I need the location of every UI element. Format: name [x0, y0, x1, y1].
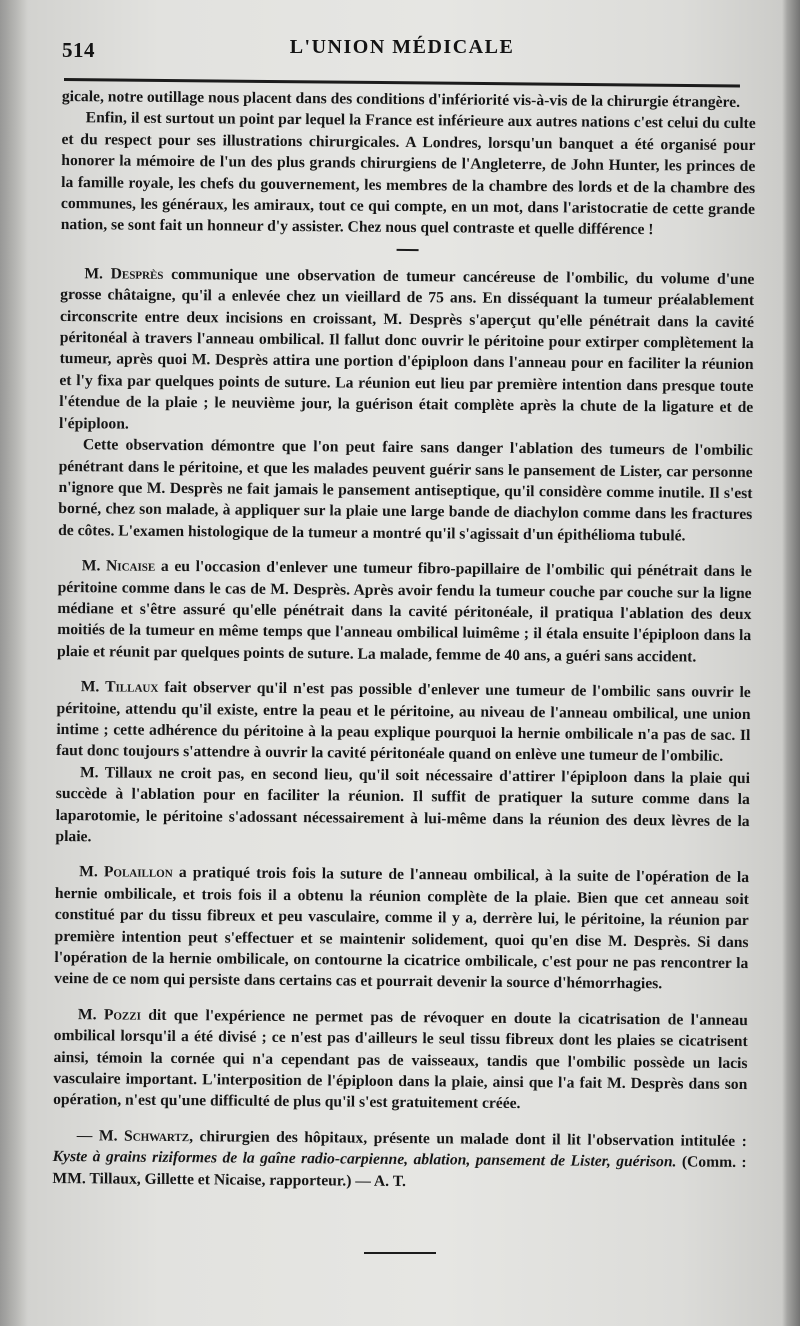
speaker-name: Schwartz [123, 1127, 190, 1146]
speaker-name: M. Nicaise [81, 557, 156, 575]
paragraph-polaillon [54, 861, 749, 995]
page-gutter-shadow [0, 0, 28, 1326]
paragraph-schwartz: — M. Schwartz, chirurgien des hôpitaux, présente un malade dont il lit l'observation intitulée : Kyste à grains riziformes de la gaîne radio-carpienne, ablation, pansement de Lister, guérison. (Comm. : MM. Tillaux, Gillette et Nicaise, rapporteur.) — A. T. [52, 1127, 747, 1190]
paragraph-tillaux-second: M. Tillaux ne croit pas, en second lieu, qu'il soit nécessaire d'attirer l'épiploon dans la plaie qui succède à l'ablation pour en faciliter la réunion. Il suffit de pratiquer la suture comme dans la laparotomie, le péritoine s'adossant nécessairement à lui-même dans la réunion des deux lèvres de la plaie. [55, 763, 751, 846]
paragraph-text: a pratiqué trois fois la suture de l'anneau ombilical, à la suite de l'opération de la hernie ombilicale, et trois fois il a obtenu la réunion complète de la plaie. Bien que cet anneau soit constitué par du tissu fibreux et peu vasculaire, comme il y a, derrère lui, le péritoine, la réunion par première intention peut s'effectuer et se maintenir solidement, quoi qu'en dise M. Desprès. Si dans l'opération de la hernie ombilicale, on contourne la cicatrice ombilicale, c'est pour ne pas rencontrer la veine de ce nom qui persiste dans certains cas et pourrait devenir la source d'hémorrhagies. [54, 864, 750, 993]
paragraph-text: communique une observation de tumeur cancéreuse de l'ombilic, du volume d'une grosse châtaigne, qu'il a enlevée chez un vieillard de 75 ans. En disséquant la tumeur préalablement circonscrite entre deux incisions en croissant, M. Desprès s'aperçut qu'elle pénétrait dans la cavité péritonéal à travers l'anneau ombilical. Il fallut donc ouvrir le péritoine pour extirper complètement la tumeur, après quoi M. Desprès attira une portion d'épiploon dans l'anneau pour en faciliter la réunion et l'y fixa par quelques points de suture. La réunion eut lieu par première intention dans presque toute l'étendue de la plaie ; le neuvième jour, la guérison était complète après la chute de la ligature et de l'épiploon. [58, 265, 755, 433]
paragraph-tillaux [56, 676, 751, 768]
speaker-name: M. Tillaux [80, 678, 159, 697]
end-rule [364, 1252, 436, 1254]
running-title: L'UNION MÉDICALE [289, 36, 515, 58]
article-body [52, 86, 756, 1195]
speaker-name: M. Pozzi [77, 1006, 142, 1024]
page-edge-shadow [782, 0, 800, 1326]
page-number: 514 [62, 38, 95, 62]
paragraph-france-culte: Enfin, il est surtout un point par lequel la France est inférieure aux autres nations c'est celui du culte et du respect pour ses illustrations chirurgicales. A Londres, lorsqu'un banquet a été organisé pour honorer la mémoire de l'un des plus grands chirurgiens de l'Angleterre, de John Hunter, les princes de la famille royale, les chefs du gouvernement, les membres de la chambre des lords et de la chambre des communes, les généraux, les amiraux, tout ce qui compte, en un mot, dans l'aristocratie de cette grande nation, se sont fait un honneur d'y assister. Chez nous quel contraste et quelle différence ! [60, 109, 756, 239]
section-separator [397, 249, 419, 251]
paragraph-text: a eu l'occasion d'enlever une tumeur fibro-papillaire de l'ombilic qui pénétrait dans le péritoine comme dans le cas de M. Desprès. Après avoir fendu la tumeur couche par couche sur la ligne médiane et s'être assuré qu'elle pénétrait dans la cavité péritonéale, il pratiqua l'ablation des deux moitiés de la tumeur en même temps que l'anneau ombilical luimême ; il étala ensuite l'épiploon dans la plaie et réunit par quelques points de suture. La malade, femme de 40 ans, a guéri sans accident. [56, 557, 752, 666]
paragraph-text: fait observer qu'il n'est pas possible d'enlever une tumeur de l'ombilic sans ouvrir le péritoine, attendu qu'il existe, entre la peau et le péritoine, au niveau de l'anneau ombilical, une union intime ; cette adhérence du péritoine à la peau explique pourquoi la hernie ombilicale n'a pas de sac. Il faut donc toujours s'attendre à ouvrir la cavité péritonéale quand on enlève une tumeur de l'ombilic. [56, 679, 751, 766]
paragraph-text: dit que l'expérience ne permet pas de révoquer en doute la cicatrisation de l'anneau ombilical lorsqu'il a été divisé ; ce n'est pas d'ailleurs le seul tissu fibreux dont les plaies se cicatrisent ainsi, témoin la cornée qui n'a cependant pas de vaisseaux, tandis que l'ombilic possède un lacis vasculaire important. L'interposition de l'épiploon dans la plaie, ainsi que l'a fait M. Desprès dans son opération, n'est qu'une difficulté de plus qu'il s'est gratuitement créée. [53, 1006, 748, 1113]
page-header [62, 36, 742, 66]
paragraph-pozzi [53, 1004, 748, 1117]
speaker-name: M. Desprès [84, 265, 164, 283]
observation-title: Kyste à grains riziformes de la gaîne radio-carpienne, ablation, pansement de Lister, guérison. [52, 1148, 677, 1171]
speaker-name: M. Polaillon [79, 863, 173, 882]
paragraph-despres [59, 263, 754, 440]
paragraph-continuation: gicale, notre outillage nous placent dans des conditions d'infériorité vis-à-vis de la chirurgie étrangère. [61, 87, 741, 111]
paragraph-observation: Cette observation démontre que l'on peut faire sans danger l'ablation des tumeurs de l'ombilic pénétrant dans le péritoine, et que les malades peuvent guérir sans le pansement de Lister, car personne n'ignore que M. Desprès ne fait jamais le pansement antiseptique, qu'il considère comme inutile. Il s'est borné, chez son malade, à appliquer sur la plaie une large bande de diachylon comme dans les fractures de côtes. L'examen histologique de la tumeur a montré qu'il s'agissait d'un épithélioma tubulé. [58, 436, 753, 545]
paragraph-nicaise [57, 555, 752, 668]
